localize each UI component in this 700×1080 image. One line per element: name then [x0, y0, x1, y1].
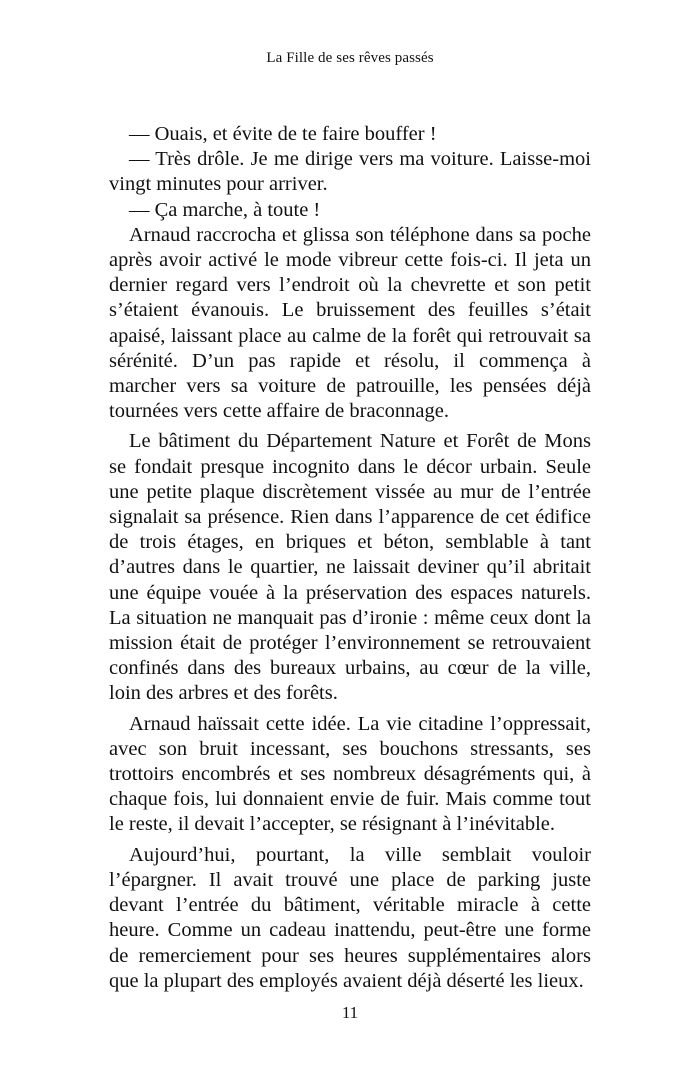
dialogue-line: — Ouais, et évite de te faire bouffer ! — [129, 123, 437, 145]
paragraph: Aujourd’hui, pourtant, la ville semblait vouloir l’épargner. Il avait trouvé une place de parking juste devant l’entrée du bâtiment, véritable miracle à cette heure. Comme un cadeau inattendu, peut-être une forme de remerciement pour ses heures supplémentaires alors que la plupart des employés avaient déjà déserté les lieux. — [109, 843, 591, 992]
dialogue-line: — Ça marche, à toute ! — [129, 198, 321, 221]
running-title: La Fille de ses rêves passés — [266, 50, 434, 66]
paragraph: Le bâtiment du Département Nature et Forêt de Mons se fondait presque incognito dans le décor urbain. Seule une petite plaque discrètement vissée au mur de l’entrée signalait sa présence. Rien dans l’apparence de cet édifice de trois étages, en briques et béton, semblable à tant d’autres dans le quartier, ne laissait deviner qu’il abritait une équipe vouée à la préservation des espaces naturels. La situation ne manquait pas d’ironie : même ceux dont la mission était de protéger l’environnement se retrouvaient confinés dans des bureaux urbains, au cœur de la ville, loin des arbres et des forêts. — [109, 430, 591, 705]
body-text — [109, 122, 591, 994]
page-number: 11 — [341, 1003, 359, 1022]
paragraph: Arnaud raccrocha et glissa son téléphone dans sa poche après avoir activé le mode vibreur cette fois-ci. Il jeta un dernier regard vers l’endroit où la chevrette et son petit s’étaient évanouis. Le bruissement des feuilles s’était apaisé, laissant place au calme de la forêt qui retrouvait sa sérénité. D’un pas rapide et résolu, il commença à marcher vers sa voiture de patrouille, les pensées déjà tournées vers cette affaire de braconnage. — [109, 223, 591, 423]
paragraph: Arnaud haïssait cette idée. La vie citadine l’oppressait, avec son bruit incessant, ses bouchons stressants, ses trottoirs encombrés et ses nombreux désagréments qui, à chaque fois, lui donnaient envie de fuir. Mais comme tout le reste, il devait l’accepter, se résignant à l’inévitable. — [109, 712, 591, 836]
dialogue-line: — Très drôle. Je me dirige vers ma voiture. Laisse-moi vingt minutes pour arriver. — [109, 148, 591, 196]
